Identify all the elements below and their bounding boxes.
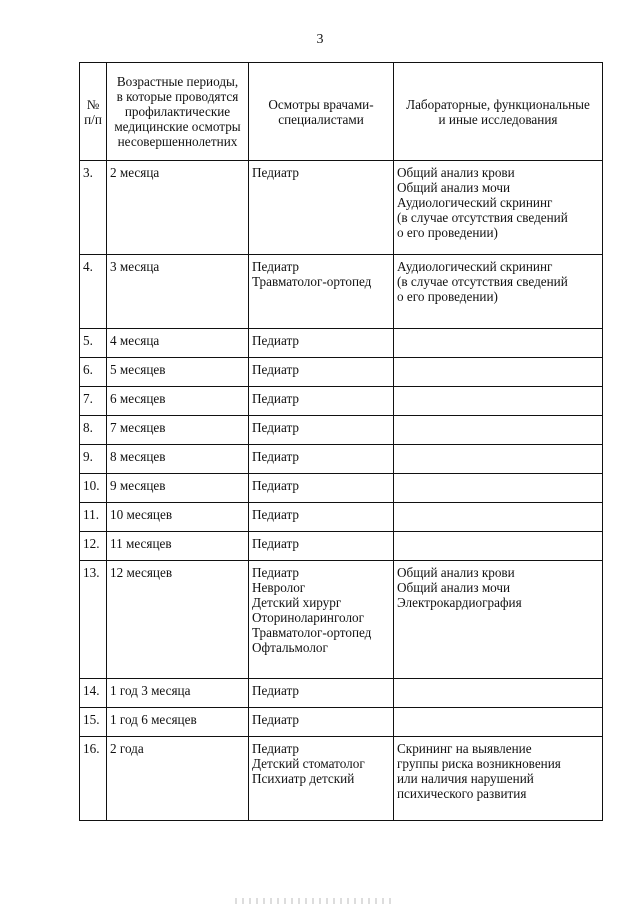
table-row [80,255,603,329]
test-name: группы риска возникновения [397,756,561,771]
table-header-row [80,63,603,161]
tests-cell [394,561,603,679]
specialists-cell [249,474,394,503]
header-age [107,63,249,161]
specialist-name: Педиатр [252,362,299,377]
specialist-name: Педиатр [252,741,299,756]
specialist-name: Офтальмолог [252,640,328,655]
age-period: 7 месяцев [107,416,249,445]
header-age-line: в которые проводятся [116,89,239,104]
test-name: Аудиологический скрининг [397,195,553,210]
age-period: 11 месяцев [107,532,249,561]
specialist-name: Травматолог-ортопед [252,625,372,640]
row-number: 15. [80,708,107,737]
table-row [80,737,603,821]
tests-cell [394,255,603,329]
header-num-line: № [86,96,100,112]
specialist-name: Детский хирург [252,595,342,610]
specialists-cell [249,503,394,532]
test-name: о его проведении) [397,289,498,304]
specialist-name: Педиатр [252,165,299,180]
tests-cell [394,358,603,387]
test-name: (в случае отсутствия сведений [397,210,568,225]
test-name: психического развития [397,786,527,801]
header-age-line: медицинские осмотры [114,119,241,134]
specialists-cell [249,532,394,561]
tests-cell [394,445,603,474]
row-number: 4. [80,255,107,329]
specialist-name: Детский стоматолог [252,756,365,771]
row-number: 8. [80,416,107,445]
specialist-name: Педиатр [252,449,299,464]
age-period: 5 месяцев [107,358,249,387]
specialist-name: Педиатр [252,565,299,580]
age-period: 8 месяцев [107,445,249,474]
row-number: 5. [80,329,107,358]
table-body [80,161,603,821]
row-number: 16. [80,737,107,821]
specialists-cell [249,387,394,416]
exam-schedule-table [79,62,603,821]
specialist-name: Педиатр [252,391,299,406]
table-row [80,679,603,708]
scan-artifact [235,898,395,904]
page-number: 3 [316,32,324,47]
test-name: (в случае отсутствия сведений [397,274,568,289]
header-num-line: п/п [84,111,102,127]
row-number: 10. [80,474,107,503]
row-number: 9. [80,445,107,474]
specialists-cell [249,329,394,358]
table-row [80,503,603,532]
specialist-name: Травматолог-ортопед [252,274,372,289]
test-name: Общий анализ мочи [397,180,511,195]
specialist-name: Педиатр [252,683,299,698]
table-row [80,532,603,561]
header-labs [394,63,603,161]
age-period: 3 месяца [107,255,249,329]
tests-cell [394,387,603,416]
specialists-cell [249,561,394,679]
row-number: 11. [80,503,107,532]
age-period: 1 год 3 месяца [107,679,249,708]
test-name: Аудиологический скрининг [397,259,553,274]
specialists-cell [249,708,394,737]
tests-cell [394,679,603,708]
row-number: 12. [80,532,107,561]
row-number: 3. [80,161,107,255]
specialists-cell [249,445,394,474]
age-period: 2 года [107,737,249,821]
specialist-name: Оториноларинголог [252,610,365,625]
test-name: Общий анализ крови [397,565,515,580]
header-doctors [249,63,394,161]
tests-cell [394,532,603,561]
age-period: 6 месяцев [107,387,249,416]
table-row [80,474,603,503]
specialist-name: Невролог [252,580,306,595]
table-row [80,445,603,474]
specialists-cell [249,255,394,329]
header-labs-line: Лабораторные, функциональные [406,96,590,112]
specialist-name: Педиатр [252,712,299,727]
age-period: 4 месяца [107,329,249,358]
row-number: 7. [80,387,107,416]
test-name: Скрининг на выявление [397,741,532,756]
header-labs-line: и иные исследования [438,111,558,127]
header-num [80,63,107,161]
row-number: 6. [80,358,107,387]
specialists-cell [249,416,394,445]
tests-cell [394,708,603,737]
age-period: 9 месяцев [107,474,249,503]
age-period: 10 месяцев [107,503,249,532]
row-number: 13. [80,561,107,679]
test-name: о его проведении) [397,225,498,240]
specialists-cell [249,679,394,708]
row-number: 14. [80,679,107,708]
age-period: 1 год 6 месяцев [107,708,249,737]
table-row [80,561,603,679]
tests-cell [394,329,603,358]
test-name: Общий анализ мочи [397,580,511,595]
header-age-line: Возрастные периоды, [116,74,239,89]
specialists-cell [249,737,394,821]
table-row [80,161,603,255]
specialist-name: Педиатр [252,478,299,493]
specialist-name: Педиатр [252,420,299,435]
tests-cell [394,474,603,503]
specialist-name: Психиатр детский [252,771,355,786]
specialist-name: Педиатр [252,536,299,551]
specialist-name: Педиатр [252,507,299,522]
table-row [80,329,603,358]
tests-cell [394,416,603,445]
specialists-cell [249,358,394,387]
specialist-name: Педиатр [252,259,299,274]
table-row [80,416,603,445]
header-doctors-line: Осмотры врачами- [268,96,374,112]
table-row [80,387,603,416]
test-name: Общий анализ крови [397,165,515,180]
header-age-line: профилактические [124,104,231,119]
specialists-cell [249,161,394,255]
table-row [80,708,603,737]
age-period: 2 месяца [107,161,249,255]
test-name: Электрокардиография [397,595,522,610]
tests-cell [394,161,603,255]
table-row [80,358,603,387]
tests-cell [394,503,603,532]
tests-cell [394,737,603,821]
header-age-line: несовершеннолетних [117,134,238,149]
specialist-name: Педиатр [252,333,299,348]
age-period: 12 месяцев [107,561,249,679]
header-doctors-line: специалистами [278,111,364,127]
test-name: или наличия нарушений [397,771,534,786]
